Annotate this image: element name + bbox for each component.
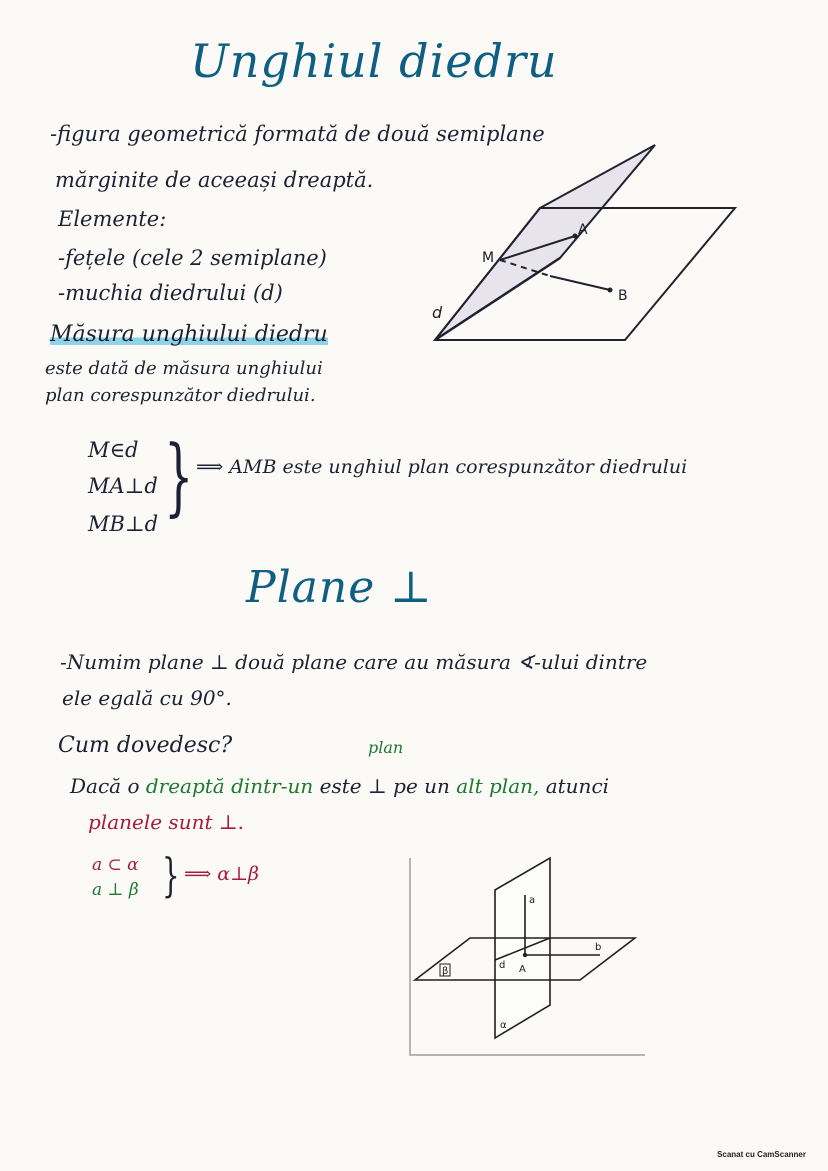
label-beta: β: [442, 966, 449, 977]
proof-rule-line-2: planele sunt ⊥.: [88, 810, 245, 834]
condition-MB-perp-d: MB⊥d: [88, 512, 159, 536]
measure-heading: [50, 322, 328, 347]
elements-label: Elemente:: [58, 207, 167, 231]
segment-MB: [550, 276, 610, 290]
page-title: Unghiul diedru: [190, 34, 558, 88]
measure-heading-text: Măsura unghiului diedru: [50, 322, 328, 347]
rule-green-1: dreaptă dintr-un: [145, 774, 314, 798]
label-b: b: [595, 942, 602, 953]
perp-planes-implication: ⟹ α⊥β: [184, 863, 259, 885]
dihedral-angle-diagram: [420, 140, 750, 360]
measure-line-3: plan corespunzător diedrului.: [45, 385, 316, 406]
right-brace: }: [164, 427, 194, 525]
condition-a-in-alpha: a ⊂ α: [92, 855, 139, 875]
condition-MA-perp-d: MA⊥d: [88, 474, 158, 498]
section-title-plane-perp: Plane ⊥: [246, 562, 433, 613]
angle-implication: [196, 456, 687, 478]
half-plane-upper: [435, 145, 655, 340]
condition-a-perp-beta: a ⊥ β: [92, 880, 139, 900]
label-a: a: [529, 895, 536, 906]
rule-text-2: este ⊥ pe un: [319, 774, 450, 798]
proof-rule-line-1: [70, 774, 609, 798]
definition-line-2: mărginite de aceeași dreaptă.: [55, 168, 374, 192]
label-B: B: [618, 288, 628, 304]
implication-text: ⟹ AMB este unghiul plan corespunzător diedrului: [196, 456, 688, 478]
element-faces: -fețele (cele 2 semiplane): [58, 246, 327, 270]
label-A-2: A: [519, 964, 526, 975]
label-d: d: [432, 303, 443, 322]
condition-M-on-d: M∈d: [88, 438, 139, 462]
label-A: A: [578, 222, 588, 238]
label-M: M: [482, 250, 495, 266]
label-alpha: α: [500, 1020, 507, 1031]
annotation-plan: plan: [368, 738, 404, 757]
plane-alpha: [495, 858, 550, 1038]
point-A-2: [523, 953, 527, 957]
rule-text-1: Dacă o: [70, 774, 140, 798]
rule-green-2: alt plan,: [456, 774, 540, 798]
point-A: [573, 234, 578, 239]
definition-line-1: -figura geometrică formată de două semiplane: [50, 122, 545, 146]
perpendicular-planes-diagram: [400, 850, 650, 1060]
perp-planes-definition-2: ele egală cu 90°.: [62, 686, 232, 710]
element-edge: -muchia diedrului (d): [58, 281, 283, 305]
right-brace-2: }: [162, 848, 180, 902]
scanner-watermark: Scanat cu CamScanner: [717, 1150, 806, 1159]
point-B: [608, 288, 613, 293]
rule-text-3: atunci: [545, 774, 610, 798]
proof-question: Cum dovedesc?: [58, 733, 233, 758]
label-d-2: d: [499, 960, 506, 971]
perp-planes-definition-1: -Numim plane ⊥ două plane care au măsura ∢-ului dintre: [60, 650, 648, 674]
measure-line-2: este dată de măsura unghiului: [45, 358, 323, 379]
